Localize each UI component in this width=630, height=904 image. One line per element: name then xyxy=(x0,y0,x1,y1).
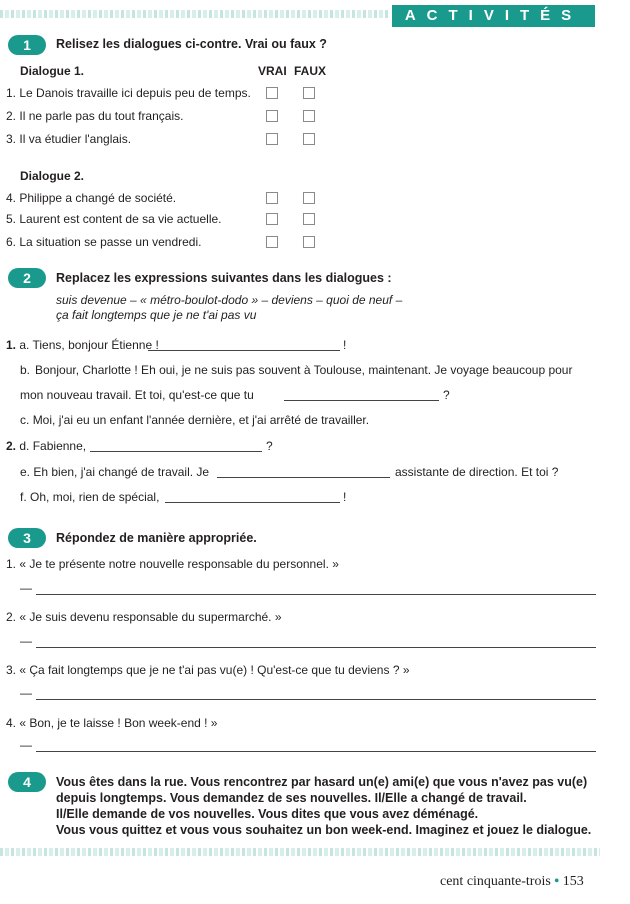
ex3-prompt-3 xyxy=(6,663,410,677)
ex1-item-1-vrai-checkbox[interactable] xyxy=(266,87,278,99)
ex1-item-2-faux-checkbox[interactable] xyxy=(303,110,315,122)
item-d-end: ? xyxy=(266,439,273,453)
ex3-answer-1-dash: — xyxy=(20,581,32,595)
item-a-label: a. xyxy=(19,338,30,352)
item-b-text-line-2: mon nouveau travail. Et toi, qu'est-ce que tu xyxy=(20,388,254,402)
item-a-end: ! xyxy=(343,338,347,352)
item-c-label: c. xyxy=(20,413,30,427)
ex3-item-text: « Bon, je te laisse ! Bon week-end ! » xyxy=(19,716,218,730)
ex3-item-text: « Je te présente notre nouvelle responsable du personnel. » xyxy=(19,557,339,571)
ex1-item-5 xyxy=(6,212,222,226)
exercise-4-line-3: Il/Elle demande de vos nouvelles. Vous dites que vous avez déménagé. xyxy=(56,807,479,821)
ex1-item-number: 5. xyxy=(6,212,17,226)
exercise-2-expressions-line-1: suis devenue – « métro-boulot-dodo » – deviens – quoi de neuf – xyxy=(56,293,403,307)
item-a-blank[interactable] xyxy=(148,350,340,351)
footer-separator: • xyxy=(554,874,560,889)
item-b-blank[interactable] xyxy=(284,400,439,401)
group-1-number: 1. xyxy=(6,338,17,352)
ex1-item-1 xyxy=(6,86,251,100)
bottom-decorative-strip xyxy=(0,848,600,856)
ex1-item-2 xyxy=(6,109,183,123)
ex1-item-text: Il ne parle pas du tout français. xyxy=(19,109,184,123)
ex1-item-5-vrai-checkbox[interactable] xyxy=(266,213,278,225)
dialogue-a xyxy=(6,338,159,352)
ex3-answer-1-line[interactable] xyxy=(36,594,596,595)
ex1-item-text: La situation se passe un vendredi. xyxy=(19,235,202,249)
ex3-item-text: « Je suis devenu responsable du supermarché. » xyxy=(19,610,282,624)
dialogue-2-title: Dialogue 2. xyxy=(20,169,85,183)
item-e-text: Eh bien, j'ai changé de travail. Je xyxy=(33,465,210,479)
group-2-number: 2. xyxy=(6,439,17,453)
ex3-answer-2-line[interactable] xyxy=(36,647,596,648)
item-f-blank[interactable] xyxy=(165,502,340,503)
ex1-item-4 xyxy=(6,191,176,205)
page-footer xyxy=(440,874,584,890)
item-f xyxy=(20,490,159,504)
ex1-item-number: 4. xyxy=(6,191,17,205)
item-f-label: f. xyxy=(20,490,27,504)
ex1-item-number: 3. xyxy=(6,132,17,146)
item-b-text-line-1: Bonjour, Charlotte ! Eh oui, je ne suis pas souvent à Toulouse, maintenant. Je voyage beaucoup pour xyxy=(35,363,573,377)
ex3-item-text: « Ça fait longtemps que je ne t'ai pas vu(e) ! Qu'est-ce que tu deviens ? » xyxy=(19,663,410,677)
ex3-prompt-2 xyxy=(6,610,282,624)
page-number: 153 xyxy=(562,874,584,889)
exercise-1-number-badge: 1 xyxy=(8,35,46,55)
ex3-answer-4-dash: — xyxy=(20,738,32,752)
item-d-text: Fabienne, xyxy=(32,439,87,453)
item-a-text: Tiens, bonjour Étienne ! xyxy=(32,338,159,352)
ex3-item-number: 1. xyxy=(6,557,17,571)
ex3-prompt-1 xyxy=(6,557,339,571)
ex1-item-number: 1. xyxy=(6,86,17,100)
item-b-label: b. xyxy=(20,363,31,377)
exercise-1-instruction: Relisez les dialogues ci-contre. Vrai ou faux ? xyxy=(56,37,327,51)
item-f-end: ! xyxy=(343,490,347,504)
activites-banner: ACTIVITÉS xyxy=(392,5,595,27)
exercise-2-number-badge: 2 xyxy=(8,268,46,288)
ex1-item-4-faux-checkbox[interactable] xyxy=(303,192,315,204)
exercise-3-number-badge: 3 xyxy=(8,528,46,548)
ex3-answer-2-dash: — xyxy=(20,634,32,648)
ex1-item-2-vrai-checkbox[interactable] xyxy=(266,110,278,122)
exercise-2-instruction: Replacez les expressions suivantes dans les dialogues : xyxy=(56,271,392,285)
ex1-item-number: 6. xyxy=(6,235,17,249)
ex1-item-6-faux-checkbox[interactable] xyxy=(303,236,315,248)
ex1-item-text: Laurent est content de sa vie actuelle. xyxy=(19,212,222,226)
item-e-end: assistante de direction. Et toi ? xyxy=(395,465,559,479)
ex1-item-text: Il va étudier l'anglais. xyxy=(19,132,132,146)
ex3-prompt-4 xyxy=(6,716,217,730)
exercise-2-expressions-line-2: ça fait longtemps que je ne t'ai pas vu xyxy=(56,308,257,322)
ex3-answer-3-line[interactable] xyxy=(36,699,596,700)
page-number-words: cent cinquante-trois xyxy=(440,874,551,889)
item-d-label: d. xyxy=(19,439,30,453)
ex1-item-1-faux-checkbox[interactable] xyxy=(303,87,315,99)
ex1-item-5-faux-checkbox[interactable] xyxy=(303,213,315,225)
ex3-item-number: 4. xyxy=(6,716,17,730)
ex1-item-6 xyxy=(6,235,201,249)
exercise-4-line-1: Vous êtes dans la rue. Vous rencontrez par hasard un(e) ami(e) que vous n'avez pas vu(e) xyxy=(56,775,588,789)
dialogue-d xyxy=(6,439,86,453)
exercise-4-line-2: depuis longtemps. Vous demandez de ses nouvelles. Il/Elle a changé de travail. xyxy=(56,791,527,805)
ex1-item-number: 2. xyxy=(6,109,17,123)
ex3-item-number: 2. xyxy=(6,610,17,624)
ex1-item-3 xyxy=(6,132,131,146)
ex1-item-text: Le Danois travaille ici depuis peu de temps. xyxy=(19,86,251,100)
ex3-item-number: 3. xyxy=(6,663,17,677)
exercise-3-instruction: Répondez de manière appropriée. xyxy=(56,531,257,545)
ex1-item-3-faux-checkbox[interactable] xyxy=(303,133,315,145)
item-e-blank[interactable] xyxy=(217,477,390,478)
column-vrai-header: VRAI xyxy=(258,64,287,78)
item-e xyxy=(20,465,209,479)
item-b-end: ? xyxy=(443,388,450,402)
item-f-text: Oh, moi, rien de spécial, xyxy=(30,490,160,504)
ex3-answer-4-line[interactable] xyxy=(36,751,596,752)
ex1-item-text: Philippe a changé de société. xyxy=(19,191,177,205)
ex3-answer-3-dash: — xyxy=(20,686,32,700)
exercise-4-line-4: Vous vous quittez et vous vous souhaitez un bon week-end. Imaginez et jouez le dialogue. xyxy=(56,823,592,837)
ex1-item-4-vrai-checkbox[interactable] xyxy=(266,192,278,204)
item-c xyxy=(20,413,369,427)
item-c-text: Moi, j'ai eu un enfant l'année dernière, et j'ai arrêté de travailler. xyxy=(32,413,370,427)
exercise-4-number-badge: 4 xyxy=(8,772,46,792)
column-faux-header: FAUX xyxy=(294,64,327,78)
ex1-item-3-vrai-checkbox[interactable] xyxy=(266,133,278,145)
item-d-blank[interactable] xyxy=(90,451,262,452)
top-decorative-strip xyxy=(0,10,388,18)
item-e-label: e. xyxy=(20,465,31,479)
dialogue-1-title: Dialogue 1. xyxy=(20,64,85,78)
ex1-item-6-vrai-checkbox[interactable] xyxy=(266,236,278,248)
